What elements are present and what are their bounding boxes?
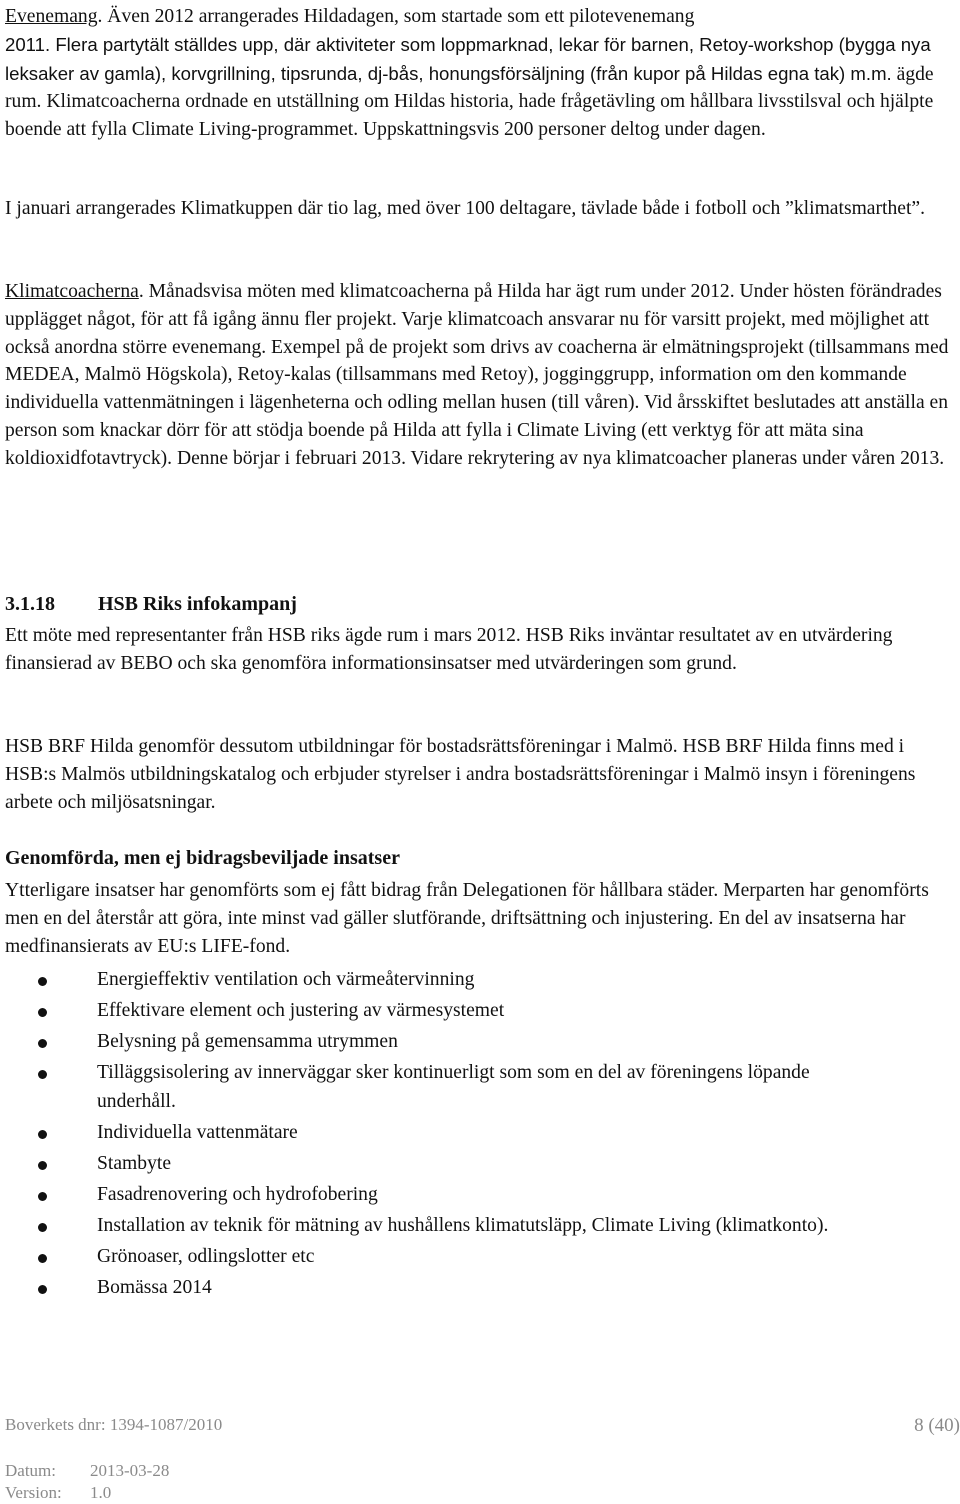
footer-dnr: Boverkets dnr: 1394-1087/2010 [5, 1415, 223, 1434]
list-item [0, 1028, 857, 1057]
paragraph-text: 2011. Flera partytält ställdes upp, där aktiviteter som loppmarknad, lekar för barnen, Retoy-workshop (bygga nya leksaker av gamla), korvgrillning, tipsrunda, dj-bås, honungsförsäljning (från kupor på Hildas egna tak) m.m. [5, 33, 931, 84]
list-item [0, 1150, 857, 1179]
list-item [0, 1181, 857, 1210]
list-item [0, 1119, 857, 1148]
paragraph-text: . Månadsvisa möten med klimatcoacherna på Hilda har ägt rum under 2012. Under hösten förändrades upplägget något, för att få igång ännu fler projekt. Varje klimatcoach ansvarar nu för varsitt projekt, med möjlighet att också anordna större evenemang. Exempel på de projekt som drivs av coacherna är elmätningsprojekt (tillsammans med MEDEA, Malmö Högskola), Retoy-kalas (tillsammans med Retoy), jogginggrupp, information om den kommande individuella vattenmätningen i lägenheterna och odling mellan husen (till våren). Vid årsskiftet beslutades att anställa en person som knackar dörr för att stödja boende på Hilda att fylla i Climate Living (ett verktyg för att mäta sina koldioxidfotavtryck). Denne börjar i februari 2013. Vidare rekrytering av nya klimatcoacher planeras under våren 2013. [5, 281, 949, 469]
bullet-icon [38, 1039, 47, 1048]
bullet-icon [38, 1008, 47, 1017]
paragraph-hsb-riks: Ett möte med representanter från HSB riks ägde rum i mars 2012. HSB Riks inväntar resultatet av en utvärdering finansierad av BEBO och ska genomföra informationsinsatser med utvärderingen som grund. [5, 625, 893, 674]
list-item-text: Energieffektiv ventilation och värmeåtervinning [97, 969, 475, 990]
paragraph-klimatcoacherna [5, 278, 955, 473]
version-value: 1.0 [90, 1483, 112, 1502]
section-number: 3.1.18 [5, 593, 55, 615]
section-heading [5, 590, 297, 618]
paragraph-hsb-brf-hilda: HSB BRF Hilda genomför dessutom utbildningar för bostadsrättsföreningar i Malmö. HSB BRF Hilda finns med i HSB:s Malmös utbildningskatalog och erbjuder styrelser i andra bostadsrättsföreningar i Malmö insyn i föreningens arbete och miljösatsningar. [5, 736, 916, 813]
list-item-text: Stambyte [97, 1152, 172, 1174]
bullet-icon [38, 1161, 47, 1170]
paragraph-ytterligare-insatser: Ytterligare insatser har genomförts som ej fått bidrag från Delegationen för hållbara städer. Merparten har genomförts men en del återstår att göra, inte minst vad gäller slutförande, driftsättning och injustering. En del av insatserna har medfinansierats av EU:s LIFE-fond. [5, 880, 929, 957]
paragraph-text: . Även 2012 arrangerades Hildadagen, som startade som ett pilotevenemang [97, 6, 695, 27]
bullet-icon [38, 977, 47, 986]
version-label: Version: [5, 1483, 62, 1502]
list-item-text: Installation av teknik för mätning av hushållens klimatutsläpp, Climate Living (klimatkonto). [97, 1215, 829, 1237]
list-item-text: Individuella vattenmätare [97, 1121, 298, 1143]
page-number: 8 (40) [914, 1415, 960, 1436]
paragraph-klimatkuppen: I januari arrangerades Klimatkuppen där tio lag, med över 100 deltagare, tävlade både i fotboll och ”klimatsmarthet”. [5, 198, 926, 219]
list-item-text: Effektivare element och justering av värmesystemet [97, 1000, 505, 1022]
list-item-text: Bomässa 2014 [97, 1277, 212, 1299]
footer-version [5, 1482, 111, 1504]
list-item-text: Tilläggsisolering av innerväggar sker kontinuerligt som som en del av föreningens löpande underhåll. [97, 1062, 810, 1112]
footer-date [5, 1460, 169, 1482]
paragraph-text: ägde rum. Klimatcoacherna ordnade en utställning om Hildas historia, hade frågetävling om hållbara livsstilsval och hjälpte boende att fylla Climate Living-programmet. Uppskattningsvis 200 personer deltog under dagen. [5, 63, 934, 141]
bullet-list [0, 966, 960, 1305]
klimatcoacherna-link[interactable]: Klimatcoacherna [5, 281, 139, 302]
evenemang-link[interactable]: Evenemang [5, 6, 98, 27]
list-item-text: Fasadrenovering och hydrofobering [97, 1184, 378, 1206]
bullet-icon [38, 1223, 47, 1232]
list-item [0, 1212, 857, 1241]
list-item [0, 1059, 857, 1116]
date-label: Datum: [5, 1461, 56, 1480]
list-item-text: Grönoaser, odlingslotter etc [97, 1246, 315, 1268]
list-item [0, 1243, 857, 1272]
list-item [0, 1274, 857, 1303]
section-title: HSB Riks infokampanj [98, 593, 297, 615]
bullet-icon [38, 1192, 47, 1201]
list-item [0, 966, 857, 995]
paragraph-hildadagen [5, 3, 955, 144]
bullet-icon [38, 1285, 47, 1294]
list-item [0, 997, 857, 1026]
date-value: 2013-03-28 [90, 1461, 170, 1480]
subheading: Genomförda, men ej bidragsbeviljade insatser [5, 847, 400, 869]
bullet-icon [38, 1254, 47, 1263]
bullet-icon [38, 1130, 47, 1139]
bullet-icon [38, 1070, 47, 1079]
list-item-text: Belysning på gemensamma utrymmen [97, 1031, 398, 1053]
